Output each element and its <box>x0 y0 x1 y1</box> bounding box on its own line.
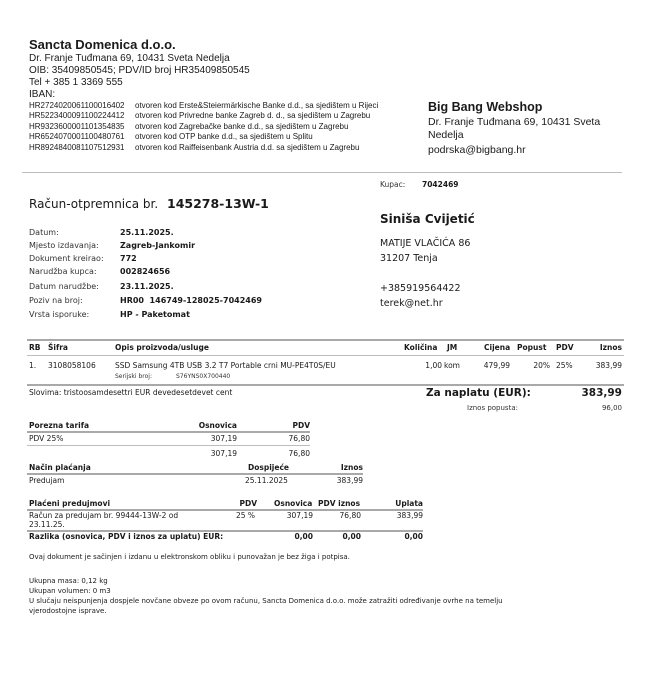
items-table-top-rule <box>27 339 624 341</box>
field-label: Mjesto izdavanja: <box>29 241 99 250</box>
document-number: 145278-13W-1 <box>167 196 269 211</box>
footer-volume: Ukupan volumen: 0 m3 <box>29 587 111 595</box>
iban-number: HR2724020061100016402 <box>29 101 125 110</box>
seller-name: Sancta Domenica d.o.o. <box>29 37 176 52</box>
footer-note: Ovaj dokument je sačinjen i izdanu u elektronskom obliku i punovažan je bez žiga i potpisa. <box>29 553 350 561</box>
customer-id: 7042469 <box>422 180 459 189</box>
seller-oib: OIB: 35409850545; PDV/ID broj HR35409850545 <box>29 65 250 76</box>
iban-bank: otvoren kod OTP banke d.d., sa sjedištem u Splitu <box>135 132 313 141</box>
header-divider <box>22 172 622 173</box>
iban-bank: otvoren kod Erste&Steiermärkische Banke d.d., sa sjedištem u Rijeci <box>135 101 379 110</box>
pay-col-nacin: Način plaćanja <box>29 463 91 472</box>
iban-number: HR5223400091100224412 <box>29 111 125 120</box>
pay-dospijece: 25.11.2025 <box>245 476 288 485</box>
field-value: HR00 146749-128025-7042469 <box>120 296 262 305</box>
serial-label: Serijski broj: <box>115 373 152 380</box>
adv-opis-line2: 23.11.25. <box>29 520 65 529</box>
field-label: Narudžba kupca: <box>29 267 97 276</box>
items-header-rule <box>27 355 624 356</box>
adv-col-pdv: PDV <box>239 499 257 508</box>
field-value: 23.11.2025. <box>120 282 174 291</box>
col-pdv: PDV <box>556 343 574 352</box>
discount-amount: 96,00 <box>601 404 622 412</box>
amount-in-words: Slovima: tristoosamdesettri EUR devedesetdevet cent <box>29 388 233 397</box>
amount-due: 383,99 <box>581 387 622 399</box>
field-value: 772 <box>120 254 137 263</box>
amount-due-label: Za naplatu (EUR): <box>426 387 531 399</box>
footer-legal-line1: U slučaju neispunjenja dospjele novčane obveze po ovom računu, Sancta Domenica d.o.o. može zatražiti određivanje ovrhe na temelju <box>29 597 503 605</box>
adv-col-pdv-iznos: PDV iznos <box>318 499 361 508</box>
adv-diff-uplata: 0,00 <box>404 532 423 541</box>
iban-number: HR8924840081107512931 <box>29 143 125 152</box>
footer-mass: Ukupna masa: 0,12 kg <box>29 577 108 585</box>
tax-col-pdv: PDV <box>292 421 310 430</box>
col-kolicina: Količina <box>404 343 438 352</box>
customer-phone: +385919564422 <box>380 283 461 294</box>
tax-total-pdv: 76,80 <box>288 449 310 458</box>
row-cijena: 479,99 <box>483 361 510 370</box>
adv-col-uplata: Uplata <box>395 499 423 508</box>
row-iznos: 383,99 <box>595 361 622 370</box>
footer-legal-line2: vjerodostojne isprave. <box>29 607 107 615</box>
row-kolicina: 1,00 <box>425 361 442 370</box>
field-value: 002824656 <box>120 267 171 276</box>
col-cijena: Cijena <box>484 343 511 352</box>
tax-col-osnovica: Osnovica <box>198 421 237 430</box>
customer-city: 31207 Tenja <box>380 253 438 264</box>
seller-address: Dr. Franje Tuđmana 69, 10431 Sveta Nedelja <box>29 53 230 64</box>
shop-name: Big Bang Webshop <box>428 100 543 114</box>
pay-iznos: 383,99 <box>336 476 363 485</box>
field-label: Vrsta isporuke: <box>29 310 90 319</box>
field-value: HP - Paketomat <box>120 310 190 319</box>
customer-name: Siniša Cvijetić <box>380 212 475 226</box>
customer-id-label: Kupac: <box>380 180 406 189</box>
adv-opis-line1: Račun za predujam br. 99444-13W-2 od <box>29 511 179 520</box>
tax-tarifa: PDV 25% <box>29 434 64 443</box>
serial-number: S76YNS0X700440 <box>176 373 231 380</box>
tax-total-osnovica: 307,19 <box>210 449 237 458</box>
col-opis: Opis proizvoda/usluge <box>115 343 209 352</box>
shop-address-line1: Dr. Franje Tuđmana 69, 10431 Sveta <box>428 116 601 128</box>
tax-col-tarifa: Porezna tarifa <box>29 421 90 430</box>
row-pdv: 25% <box>556 361 573 370</box>
items-bottom-rule <box>27 384 624 386</box>
pay-col-iznos: Iznos <box>340 463 363 472</box>
adv-uplata: 383,99 <box>396 511 423 520</box>
adv-pdv: 25 % <box>236 511 256 520</box>
field-value: 25.11.2025. <box>120 228 174 237</box>
pay-nacin: Predujam <box>29 476 65 485</box>
iban-bank: otvoren kod Raiffeisenbank Austria d.d. sa sjedištem u Zagrebu <box>135 143 360 152</box>
seller-tel: Tel + 385 1 3369 555 <box>29 77 123 88</box>
pay-col-dospijece: Dospijeće <box>248 463 289 472</box>
iban-number: HR9323600001101354835 <box>29 122 125 131</box>
adv-osnovica: 307,19 <box>286 511 313 520</box>
col-popust: Popust <box>517 343 547 352</box>
tax-header-rule <box>27 431 310 433</box>
iban-number: HR6524070001100480761 <box>29 132 125 141</box>
iban-bank: otvoren kod Privredne banke Zagreb d. d., sa sjedištem u Zagrebu <box>135 111 371 120</box>
col-rb: RB <box>29 343 41 352</box>
adv-diff-osnovica: 0,00 <box>294 532 313 541</box>
row-opis: SSD Samsung 4TB USB 3.2 T7 Portable crni MU-PE4T0S/EU <box>115 361 336 370</box>
adv-diff-label: Razlika (osnovica, PDV i iznos za uplatu) EUR: <box>29 532 224 541</box>
row-jm: kom <box>444 361 460 370</box>
tax-osnovica: 307,19 <box>210 434 237 443</box>
tax-pdv: 76,80 <box>288 434 310 443</box>
adv-pdv-iznos: 76,80 <box>339 511 361 520</box>
col-jm: JM <box>447 343 458 352</box>
document-title-prefix: Račun-otpremnica br. <box>29 197 159 211</box>
shop-email: podrska@bigbang.hr <box>428 144 526 156</box>
adv-col-opis: Plaćeni predujmovi <box>29 499 111 508</box>
field-label: Dokument kreirao: <box>29 254 104 263</box>
pay-header-rule <box>27 473 363 475</box>
col-sifra: Šifra <box>48 343 68 352</box>
adv-diff-pdv-iznos: 0,00 <box>342 532 361 541</box>
shop-address-line2: Nedelja <box>428 129 464 141</box>
row-sifra: 3108058106 <box>48 361 96 370</box>
tax-total-rule <box>27 445 310 446</box>
field-label: Datum narudžbe: <box>29 282 99 291</box>
customer-email: terek@net.hr <box>380 298 443 309</box>
field-label: Datum: <box>29 228 59 237</box>
customer-street: MATIJE VLAČIĆA 86 <box>380 238 471 249</box>
col-iznos: Iznos <box>599 343 622 352</box>
discount-label: Iznos popusta: <box>467 404 518 412</box>
adv-col-osnovica: Osnovica <box>274 499 313 508</box>
field-label: Poziv na broj: <box>29 296 83 305</box>
iban-bank: otvoren kod Zagrebačke banke d.d., sa sjedištem u Zagrebu <box>135 122 349 131</box>
row-popust: 20% <box>533 361 550 370</box>
row-rb: 1. <box>29 361 37 370</box>
iban-label: IBAN: <box>29 89 56 100</box>
field-value: Zagreb-Jankomir <box>120 241 196 250</box>
